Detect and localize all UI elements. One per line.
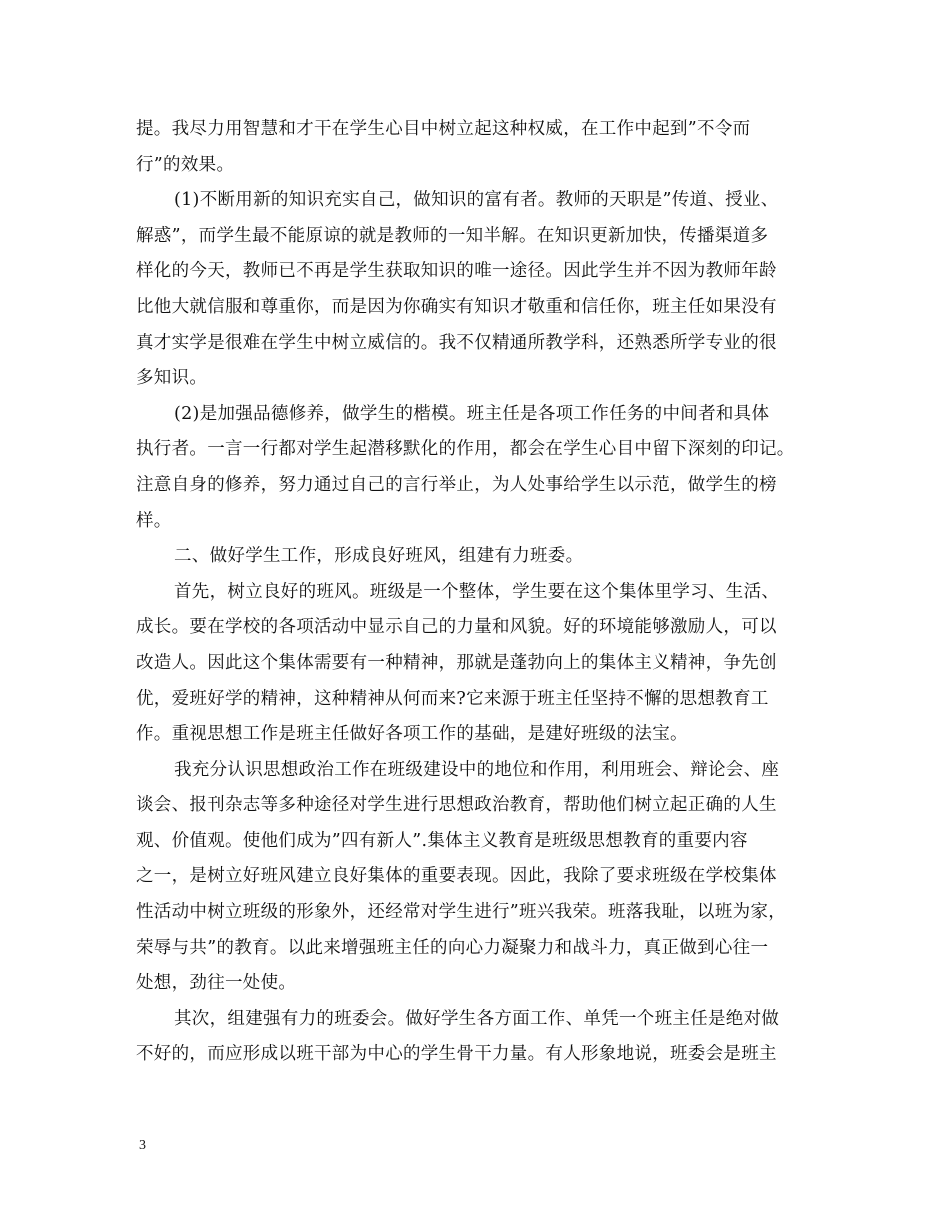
text-line: 真才实学是很难在学生中树立威信的。我不仅精通所教学科，还熟悉所学专业的很 (136, 332, 777, 353)
text-line: 性活动中树立班级的形象外，还经常对学生进行”班兴我荣。班落我耻，以班为家， (136, 902, 787, 923)
text-line: 解惑”，而学生最不能原谅的就是教师的一知半解。在知识更新加快，传播渠道多 (136, 225, 769, 246)
text-line: 处想，劲往一处使。 (136, 973, 297, 994)
paragraph-class-spirit (136, 575, 816, 753)
text-line: 不好的，而应形成以班干部为中心的学生骨干力量。有人形象地说，班委会是班主 (136, 1044, 777, 1065)
text-line: 二、做好学生工作，形成良好班风，组建有力班委。 (174, 546, 584, 567)
text-line: 注意自身的修养，努力通过自己的言行举止，为人处事给学生以示范，做学生的榜 (136, 474, 777, 495)
paragraph-authority-continuation (136, 112, 816, 183)
text-line: 荣辱与共”的教育。以此来增强班主任的向心力凝聚力和战斗力，真正做到心往一 (136, 937, 769, 958)
text-line: (2)是加强品德修养，做学生的楷模。班主任是各项工作任务的中间者和具体 (174, 403, 770, 424)
text-line: 提。我尽力用智慧和才干在学生心目中树立起这种权威，在工作中起到”不令而 (136, 119, 751, 139)
text-line: 比他大就信服和尊重你，而是因为你确实有知识才敬重和信任你，班主任如果没有 (136, 296, 777, 317)
text-line: 优，爱班好学的精神，这种精神从何而来?它来源于班主任坚持不懈的思想教育工 (136, 688, 769, 709)
text-line: 谈会、报刊杂志等多种途径对学生进行思想政治教育，帮助他们树立起正确的人生 (136, 795, 777, 816)
text-line: 多知识。 (136, 368, 208, 389)
paragraph-knowledge (136, 183, 816, 397)
text-line: 作。重视思想工作是班主任做好各项工作的基础，是建好班级的法宝。 (136, 724, 688, 745)
text-line: 之一，是树立好班风建立良好集体的重要表现。因此，我除了要求班级在学校集体 (136, 866, 777, 887)
text-line: 改造人。因此这个集体需要有一种精神，那就是蓬勃向上的集体主义精神，争先创 (136, 652, 777, 673)
paragraph-moral-cultivation (136, 397, 816, 539)
text-line: 样。 (136, 510, 172, 531)
text-line: 行”的效果。 (136, 154, 235, 175)
paragraph-political-education (136, 753, 816, 1002)
paragraph-class-committee (136, 1002, 816, 1073)
page-number: 3 (139, 1138, 146, 1153)
text-line: 其次，组建强有力的班委会。做好学生各方面工作、单凭一个班主任是绝对做 (174, 1008, 780, 1029)
text-line: 观、价值观。使他们成为”四有新人”.集体主义教育是班级思想教育的重要内容 (136, 830, 748, 851)
text-line: 首先，树立良好的班风。班级是一个整体，学生要在这个集体里学习、生活、 (174, 581, 780, 602)
text-line: (1)不断用新的知识充实自己，做知识的富有者。教师的天职是”传道、授业、 (174, 190, 779, 211)
text-line: 样化的今天，教师已不再是学生获取知识的唯一途径。因此学生并不因为教师年龄 (136, 261, 777, 282)
document-body (136, 112, 816, 1073)
section-heading (136, 539, 816, 575)
text-line: 我充分认识思想政治工作在班级建设中的地位和作用，利用班会、辩论会、座 (174, 759, 780, 780)
text-line: 执行者。一言一行都对学生起潜移默化的作用，都会在学生心目中留下深刻的印记。 (136, 439, 795, 460)
text-line: 成长。要在学校的各项活动中显示自己的力量和风貌。好的环境能够激励人，可以 (136, 617, 777, 638)
